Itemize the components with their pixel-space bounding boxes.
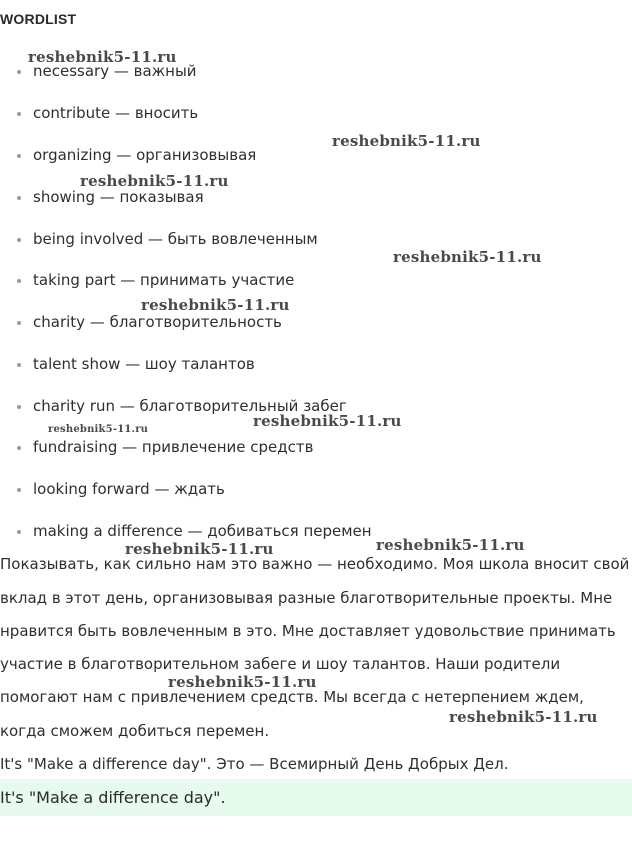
list-item: necessary — важный [33, 62, 197, 80]
list-item: talent show — шоу талантов [33, 355, 255, 373]
watermark: reshebnik5-11.ru [393, 248, 542, 266]
translation-line: когда сможем добиться перемен. [0, 722, 270, 740]
list-item: being involved — быть вовлеченным [33, 230, 318, 248]
watermark: reshebnik5-11.ru [449, 708, 598, 726]
watermark: reshebnik5-11.ru [28, 48, 177, 66]
watermark: reshebnik5-11.ru [48, 424, 149, 435]
list-item: fundraising — привлечение средств [33, 438, 314, 456]
list-item: charity — благотворительность [33, 313, 282, 331]
list-item: organizing — организовывая [33, 146, 257, 164]
watermark: reshebnik5-11.ru [141, 296, 290, 314]
translation-line: помогают нам с привлечением средств. Мы всегда с нетерпением ждем, [0, 688, 584, 706]
list-item: taking part — принимать участие [33, 271, 295, 289]
watermark: reshebnik5-11.ru [332, 132, 481, 150]
translation-line: вклад в этот день, организовывая разные благотворительные проекты. Мне [0, 589, 613, 607]
wordlist-title: WORDLIST [0, 11, 77, 27]
answer-line: It's "Make a difference day". Это — Всемирный День Добрых Дел. [0, 755, 509, 773]
list-item: making a difference — добиваться перемен [33, 522, 372, 540]
list-item: showing — показывая [33, 188, 204, 206]
translation-line: участие в благотворительном забеге и шоу талантов. Наши родители [0, 655, 561, 673]
watermark: reshebnik5-11.ru [168, 673, 317, 691]
list-item: contribute — вносить [33, 104, 199, 122]
list-item: looking forward — ждать [33, 480, 225, 498]
watermark: reshebnik5-11.ru [376, 536, 525, 554]
watermark: reshebnik5-11.ru [80, 172, 229, 190]
highlighted-answer: It's "Make a difference day". [0, 779, 632, 816]
watermark: reshebnik5-11.ru [125, 540, 274, 558]
watermark: reshebnik5-11.ru [253, 412, 402, 430]
translation-line: Показывать, как сильно нам это важно — необходимо. Моя школа вносит свой [0, 555, 630, 573]
translation-line: нравится быть вовлеченным в это. Мне доставляет удовольствие принимать [0, 622, 616, 640]
list-item: charity run — благотворительный забег [33, 397, 347, 415]
